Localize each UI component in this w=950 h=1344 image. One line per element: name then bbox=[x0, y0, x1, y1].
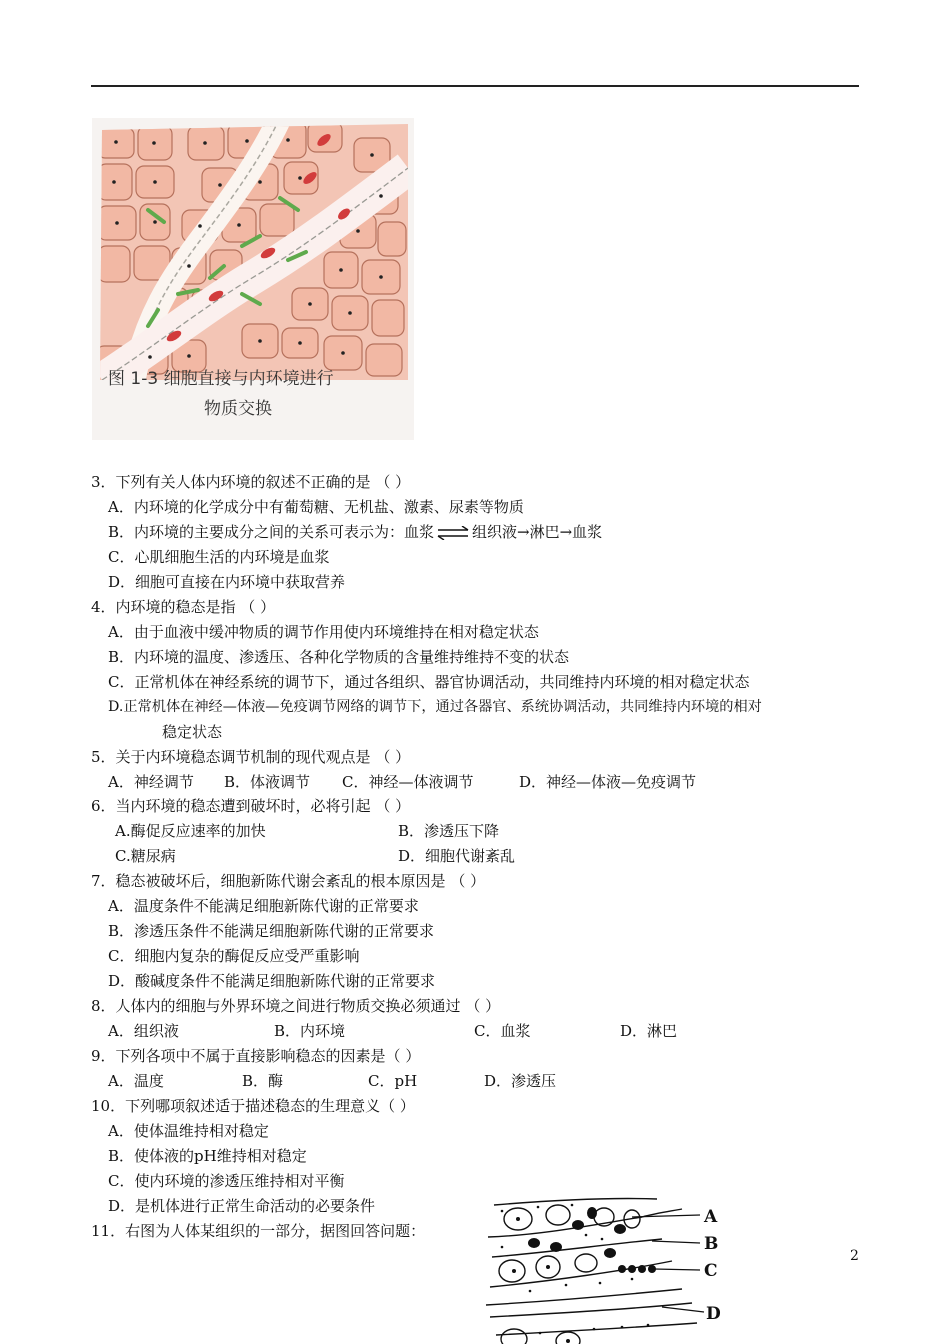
label-a: A bbox=[704, 1207, 718, 1227]
q9-option-c: C．pH bbox=[368, 1072, 418, 1090]
q4-option-b: B．内环境的温度、渗透压、各种化学物质的含量维持维持不变的状态 bbox=[108, 648, 570, 666]
q4-stem: 4．内环境的稳态是指 （ ） bbox=[91, 598, 276, 616]
q9-option-b: B．酶 bbox=[242, 1072, 284, 1090]
q10-option-a: A．使体温维持相对稳定 bbox=[108, 1122, 269, 1140]
q7-option-c: C．细胞内复杂的酶促反应受严重影响 bbox=[108, 947, 360, 965]
q3-option-b-pre: B．内环境的主要成分之间的关系可表示为：血浆 bbox=[108, 523, 435, 541]
q11-stem: 11．右图为人体某组织的一部分，据图回答问题： bbox=[91, 1222, 426, 1240]
q5-option-d: D．神经—体液—免疫调节 bbox=[519, 773, 697, 791]
q6-option-c: C.糖尿病 bbox=[115, 847, 176, 865]
figure-caption-line2: 物质交换 bbox=[204, 399, 272, 419]
q9-option-d: D．渗透压 bbox=[484, 1072, 557, 1090]
q4-option-d: D.正常机体在神经—体液—免疫调节网络的调节下，通过各器官、系统协调活动，共同维持内环境的相对 bbox=[108, 699, 762, 715]
q5-stem: 5．关于内环境稳态调节机制的现代观点是 （ ） bbox=[91, 748, 411, 766]
q5-option-c: C．神经—体液调节 bbox=[342, 773, 474, 791]
label-c: C bbox=[704, 1261, 718, 1281]
q6-stem: 6．当内环境的稳态遭到破坏时，必将引起 （ ） bbox=[91, 797, 411, 815]
q3-option-b bbox=[108, 522, 602, 542]
q7-option-b: B．渗透压条件不能满足细胞新陈代谢的正常要求 bbox=[108, 922, 435, 940]
q9-option-a: A．温度 bbox=[108, 1072, 164, 1090]
q3-option-d: D．细胞可直接在内环境中获取营养 bbox=[108, 573, 346, 591]
q7-stem: 7．稳态被破坏后，细胞新陈代谢会紊乱的根本原因是 （ ） bbox=[91, 872, 486, 890]
label-b: B bbox=[704, 1234, 719, 1254]
q6-option-d: D．细胞代谢紊乱 bbox=[398, 847, 516, 865]
q7-option-a: A．温度条件不能满足细胞新陈代谢的正常要求 bbox=[108, 897, 419, 915]
q4-option-d-cont: 稳定状态 bbox=[162, 723, 223, 741]
q8-stem: 8．人体内的细胞与外界环境之间进行物质交换必须通过 （ ） bbox=[91, 997, 501, 1015]
q6-option-a: A.酶促反应速率的加快 bbox=[115, 822, 266, 840]
q9-stem: 9．下列各项中不属于直接影响稳态的因素是（ ） bbox=[91, 1047, 421, 1065]
q3-option-b-post: 组织液→淋巴→血浆 bbox=[472, 523, 603, 541]
q8-option-d: D．淋巴 bbox=[620, 1022, 678, 1040]
q5-option-b: B．体液调节 bbox=[224, 773, 311, 791]
q6-option-b: B．渗透压下降 bbox=[398, 822, 500, 840]
q7-option-d: D．酸碱度条件不能满足细胞新陈代谢的正常要求 bbox=[108, 972, 436, 990]
tissue-diagram bbox=[482, 1195, 727, 1344]
page-number: 2 bbox=[850, 1248, 859, 1264]
q4-option-a: A．由于血液中缓冲物质的调节作用使内环境维持在相对稳定状态 bbox=[108, 623, 539, 641]
q3-stem: 3．下列有关人体内环境的叙述不正确的是 （ ） bbox=[91, 473, 411, 491]
cell-exchange-figure bbox=[92, 118, 414, 440]
q8-option-b: B．内环境 bbox=[274, 1022, 346, 1040]
q10-option-c: C．使内环境的渗透压维持相对平衡 bbox=[108, 1172, 345, 1190]
q8-option-a: A．组织液 bbox=[108, 1022, 179, 1040]
q8-option-c: C．血浆 bbox=[474, 1022, 531, 1040]
q4-option-c: C．正常机体在神经系统的调节下，通过各组织、器官协调活动，共同维持内环境的相对稳定状态 bbox=[108, 673, 750, 691]
q5-option-a: A．神经调节 bbox=[108, 773, 194, 791]
q10-option-d: D．是机体进行正常生命活动的必要条件 bbox=[108, 1197, 376, 1215]
q10-stem: 10．下列哪项叙述适于描述稳态的生理意义（ ） bbox=[91, 1097, 415, 1115]
label-d: D bbox=[706, 1304, 721, 1324]
header-rule bbox=[91, 85, 859, 87]
q3-option-c: C．心肌细胞生活的内环境是血浆 bbox=[108, 548, 330, 566]
equilibrium-arrow-icon bbox=[436, 526, 470, 540]
figure-caption-line1: 图 1-3 细胞直接与内环境进行 bbox=[108, 369, 334, 389]
q10-option-b: B．使体液的pH维持相对稳定 bbox=[108, 1147, 307, 1165]
q3-option-a: A．内环境的化学成分中有葡萄糖、无机盐、激素、尿素等物质 bbox=[108, 498, 524, 516]
